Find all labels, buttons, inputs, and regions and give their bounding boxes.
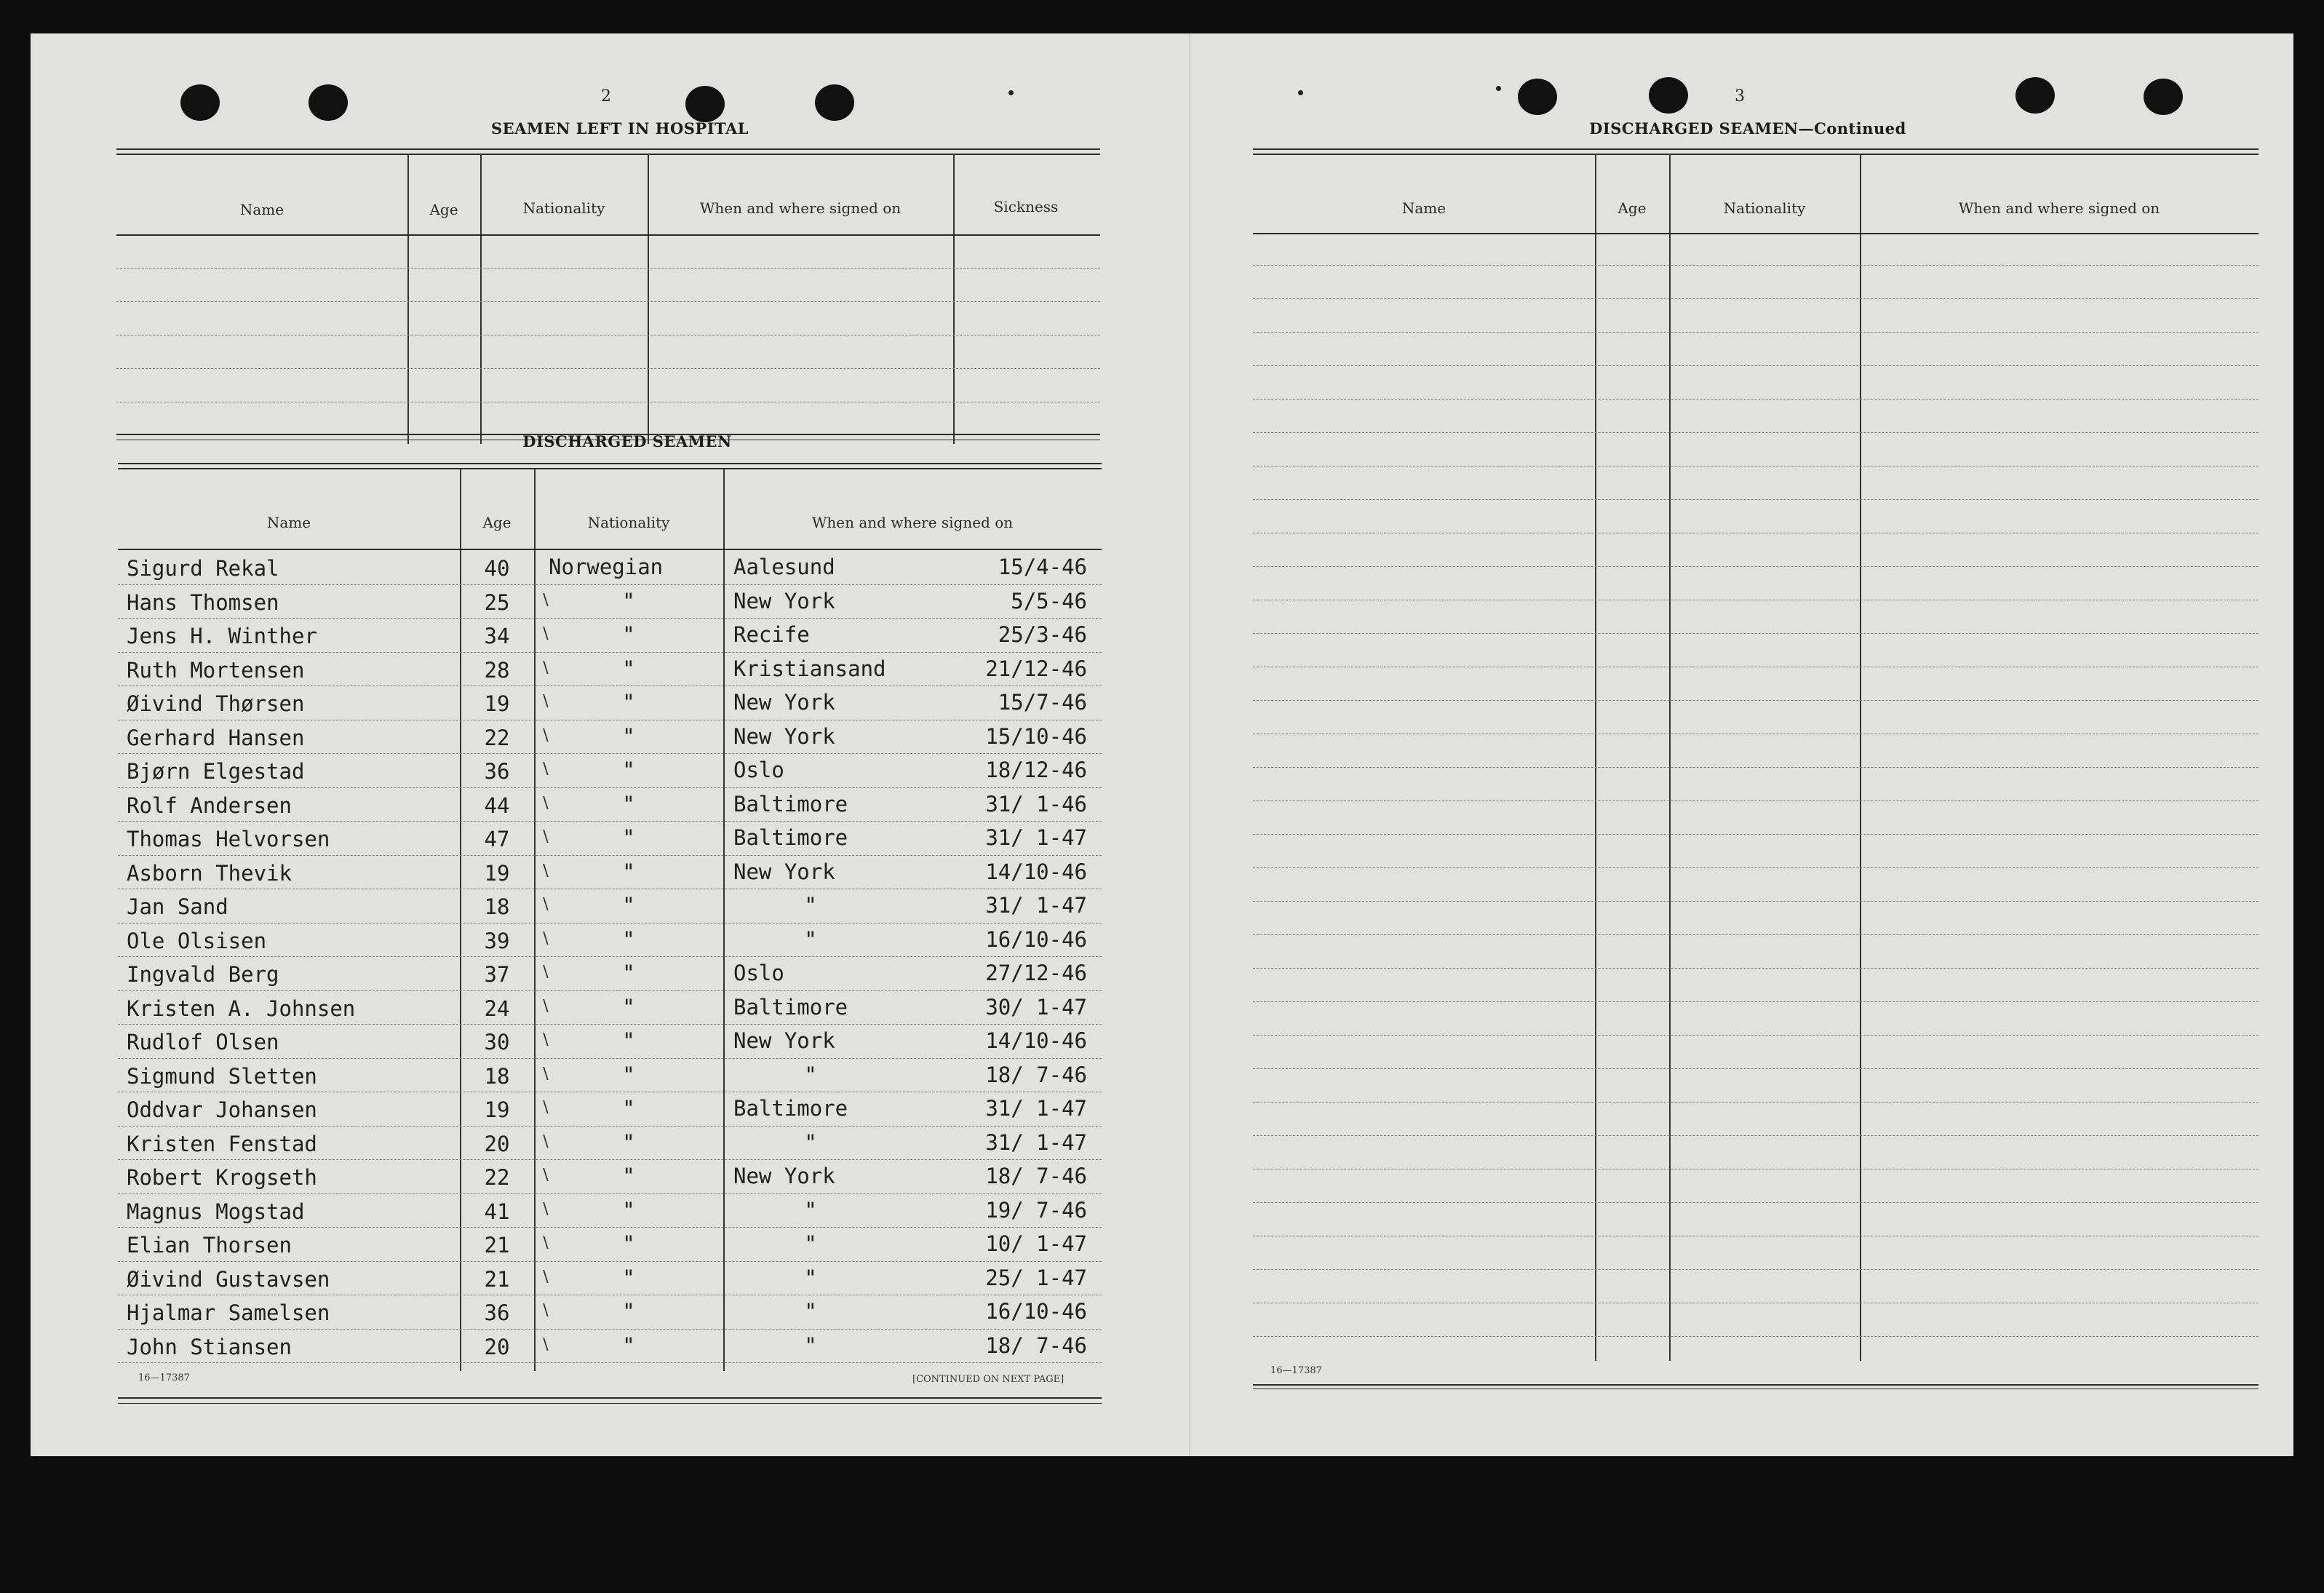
signed-on-place: " <box>804 1197 817 1223</box>
signed-on-date: 15/10-46 <box>985 723 1087 749</box>
seaman-name: Robert Krogseth <box>127 1165 317 1190</box>
seaman-name: Hans Thomsen <box>127 589 279 615</box>
seaman-nationality: " <box>622 1332 635 1358</box>
seaman-age: 28 <box>484 657 510 683</box>
seaman-name: Jens H. Winther <box>127 624 317 648</box>
table-row <box>118 1296 1102 1330</box>
continued-note: [CONTINUED ON NEXT PAGE] <box>912 1374 1064 1385</box>
seaman-age: 19 <box>484 691 510 716</box>
signed-on-place: " <box>804 1129 817 1155</box>
seaman-age: 20 <box>484 1131 510 1156</box>
seaman-nationality: " <box>622 791 635 817</box>
signed-on-place: " <box>804 1062 817 1087</box>
seaman-nationality: " <box>622 588 635 613</box>
signed-on-date: 27/12-46 <box>985 961 1087 985</box>
check-mark: ∖ <box>540 1065 551 1084</box>
check-mark: ∖ <box>540 1268 551 1287</box>
signed-on-place: New York <box>733 690 835 715</box>
table-row <box>118 958 1102 992</box>
seaman-name: Sigurd Rekal <box>127 556 279 581</box>
signed-on-date: 10/ 1-47 <box>985 1231 1087 1256</box>
blank-row-line <box>1253 700 2259 701</box>
check-mark: ∖ <box>540 726 551 745</box>
seaman-nationality: " <box>622 1164 635 1188</box>
seaman-age: 34 <box>484 624 510 648</box>
signed-on-date: 18/ 7-46 <box>985 1164 1087 1188</box>
signed-on-date: 18/12-46 <box>985 758 1087 782</box>
signed-on-date: 21/12-46 <box>985 656 1087 681</box>
blank-row-line <box>1253 1336 2259 1337</box>
punch-hole <box>2015 77 2055 114</box>
punch-hole <box>180 84 220 121</box>
signed-on-place: " <box>804 893 817 918</box>
discharged-table <box>118 463 1102 1409</box>
signed-on-place: Recife <box>733 622 810 647</box>
blank-row-line <box>1253 901 2259 902</box>
right-header-signed-on: When and where signed on <box>1958 199 2160 217</box>
table-row <box>118 857 1102 891</box>
blank-row-line <box>1253 1068 2259 1069</box>
signed-on-date: 31/ 1-47 <box>985 893 1087 918</box>
signed-on-date: 14/10-46 <box>985 1028 1087 1053</box>
blank-row-line <box>1253 767 2259 768</box>
discharged-header-nationality: Nationality <box>587 514 670 531</box>
blank-row-line <box>1253 1202 2259 1203</box>
signed-on-date: 5/5-46 <box>1011 588 1087 613</box>
signed-on-place: Oslo <box>733 758 784 782</box>
seaman-nationality: " <box>622 859 635 884</box>
seaman-name: Magnus Mogstad <box>127 1199 305 1224</box>
blank-row-line <box>1253 365 2259 366</box>
table-row <box>118 890 1102 924</box>
seaman-nationality: " <box>622 1096 635 1121</box>
seaman-nationality: " <box>622 758 635 782</box>
signed-on-date: 31/ 1-47 <box>985 1096 1087 1121</box>
seaman-nationality: " <box>622 1129 635 1155</box>
signed-on-place: Oslo <box>733 961 784 985</box>
ink-speck <box>1496 86 1501 91</box>
seaman-nationality: " <box>622 1265 635 1290</box>
blank-row-line <box>1253 1269 2259 1270</box>
seaman-nationality: " <box>622 926 635 952</box>
signed-on-place: Kristiansand <box>733 656 886 681</box>
check-mark: ∖ <box>540 1132 551 1151</box>
table-row <box>118 1127 1102 1161</box>
table-row <box>118 586 1102 620</box>
table-row <box>118 924 1102 958</box>
seaman-nationality: " <box>622 723 635 749</box>
punch-hole <box>2144 79 2183 115</box>
signed-on-place: New York <box>733 588 835 613</box>
hospital-header-signed-on: When and where signed on <box>699 199 902 217</box>
check-mark: ∖ <box>540 896 551 914</box>
seaman-age: 37 <box>484 962 510 987</box>
page-fold <box>1189 33 1190 1456</box>
check-mark: ∖ <box>540 760 551 779</box>
table-row <box>118 1228 1102 1263</box>
seaman-name: Kristen Fenstad <box>127 1131 317 1156</box>
check-mark: ∖ <box>540 1200 551 1219</box>
signed-on-place: " <box>804 1265 817 1290</box>
punch-hole <box>1649 77 1688 114</box>
blank-row-line <box>1253 1102 2259 1103</box>
check-mark: ∖ <box>540 794 551 813</box>
signed-on-place: New York <box>733 1028 835 1053</box>
check-mark: ∖ <box>540 625 551 643</box>
blank-row-line <box>1253 968 2259 969</box>
table-row <box>118 789 1102 823</box>
seaman-age: 36 <box>484 759 510 784</box>
blank-row-line <box>1253 432 2259 433</box>
check-mark: ∖ <box>540 1099 551 1117</box>
check-mark: ∖ <box>540 1031 551 1049</box>
seaman-name: Ole Olsisen <box>127 928 267 953</box>
signed-on-date: 14/10-46 <box>985 859 1087 884</box>
seaman-name: Kristen A. Johnsen <box>127 996 356 1021</box>
punch-hole <box>815 84 854 121</box>
seaman-nationality: " <box>622 1231 635 1256</box>
signed-on-place: " <box>804 1332 817 1358</box>
discharged-header-signed-on: When and where signed on <box>811 514 1014 531</box>
hospital-section-title: SEAMEN LEFT IN HOSPITAL <box>490 119 749 138</box>
blank-row-line <box>1253 867 2259 868</box>
seaman-name: Rudlof Olsen <box>127 1030 279 1054</box>
seaman-name: Øivind Thørsen <box>127 691 305 716</box>
seaman-nationality: " <box>622 893 635 918</box>
seaman-name: John Stiansen <box>127 1334 292 1359</box>
signed-on-date: 15/7-46 <box>998 690 1087 715</box>
signed-on-date: 30/ 1-47 <box>985 994 1087 1020</box>
check-mark: ∖ <box>540 828 551 846</box>
seaman-age: 41 <box>484 1199 510 1224</box>
form-number-left: 16—17387 <box>138 1372 190 1383</box>
seaman-name: Øivind Gustavsen <box>127 1266 330 1292</box>
seaman-name: Bjørn Elgestad <box>127 759 305 784</box>
blank-row-line <box>1253 1001 2259 1002</box>
blank-row-line <box>1253 265 2259 266</box>
table-row <box>118 552 1102 586</box>
hospital-header-sickness: Sickness <box>993 198 1059 215</box>
table-row <box>118 1330 1102 1364</box>
discharged-header-name: Name <box>266 514 311 531</box>
seaman-age: 21 <box>484 1233 510 1258</box>
blank-row-line <box>1253 1035 2259 1036</box>
check-mark: ∖ <box>540 964 551 982</box>
seaman-age: 30 <box>484 1030 510 1054</box>
seaman-age: 22 <box>484 1165 510 1190</box>
seaman-nationality: " <box>622 825 635 850</box>
seaman-nationality: " <box>622 1062 635 1087</box>
seaman-name: Asborn Thevik <box>127 860 292 886</box>
seaman-name: Rolf Andersen <box>127 792 292 818</box>
blank-row-line <box>1253 332 2259 333</box>
signed-on-place: New York <box>733 859 835 884</box>
check-mark: ∖ <box>540 1167 551 1185</box>
seaman-name: Thomas Helvorsen <box>127 827 330 851</box>
seaman-name: Elian Thorsen <box>127 1233 292 1258</box>
signed-on-date: 15/4-46 <box>998 555 1087 579</box>
blank-row-line <box>1253 499 2259 500</box>
seaman-nationality: " <box>622 1299 635 1324</box>
check-mark: ∖ <box>540 693 551 711</box>
table-row <box>118 1060 1102 1094</box>
ink-speck <box>1008 90 1014 95</box>
blank-row-line <box>1253 1135 2259 1136</box>
table-row <box>118 1195 1102 1229</box>
seaman-nationality: " <box>622 961 635 985</box>
seaman-age: 22 <box>484 725 510 750</box>
seaman-age: 20 <box>484 1334 510 1359</box>
signed-on-place: " <box>804 926 817 952</box>
signed-on-date: 16/10-46 <box>985 1299 1087 1324</box>
seaman-age: 24 <box>484 996 510 1021</box>
punch-hole <box>685 86 725 122</box>
signed-on-date: 19/ 7-46 <box>985 1197 1087 1223</box>
seaman-nationality: " <box>622 1197 635 1223</box>
right-header-nationality: Nationality <box>1723 199 1806 217</box>
discharged-section-title: DISCHARGED SEAMEN <box>522 432 732 450</box>
seaman-age: 44 <box>484 792 510 818</box>
seaman-age: 21 <box>484 1266 510 1292</box>
hospital-header-name: Name <box>239 201 284 218</box>
document-paper <box>31 33 2293 1456</box>
seaman-age: 47 <box>484 827 510 851</box>
table-row <box>118 654 1102 688</box>
check-mark: ∖ <box>540 591 551 610</box>
seaman-name: Ruth Mortensen <box>127 657 305 683</box>
signed-on-date: 31/ 1-47 <box>985 825 1087 850</box>
signed-on-date: 31/ 1-47 <box>985 1129 1087 1155</box>
table-row <box>118 992 1102 1026</box>
table-row <box>118 755 1102 789</box>
signed-on-date: 16/10-46 <box>985 926 1087 952</box>
hospital-header-age: Age <box>429 201 458 218</box>
punch-hole <box>1518 79 1557 115</box>
seaman-name: Oddvar Johansen <box>127 1097 317 1122</box>
seaman-nationality: " <box>622 994 635 1020</box>
check-mark: ∖ <box>540 1302 551 1320</box>
seaman-age: 36 <box>484 1300 510 1325</box>
table-row <box>118 1025 1102 1060</box>
blank-row-line <box>1253 566 2259 567</box>
right-section-title: DISCHARGED SEAMEN—Continued <box>1589 119 1906 138</box>
seaman-name: Ingvald Berg <box>127 962 279 987</box>
seaman-nationality: " <box>622 690 635 715</box>
seaman-name: Hjalmar Samelsen <box>127 1300 330 1325</box>
signed-on-place: Baltimore <box>733 994 848 1020</box>
signed-on-date: 31/ 1-46 <box>985 791 1087 817</box>
page-number-right: 3 <box>1735 87 1745 106</box>
table-row <box>118 822 1102 857</box>
signed-on-date: 18/ 7-46 <box>985 1062 1087 1087</box>
signed-on-place: " <box>804 1231 817 1256</box>
right-header-name: Name <box>1401 199 1446 217</box>
hospital-header-nationality: Nationality <box>522 199 605 217</box>
seaman-nationality: Norwegian <box>549 555 664 579</box>
right-header-age: Age <box>1617 199 1647 217</box>
ink-speck <box>1298 90 1303 95</box>
check-mark: ∖ <box>540 862 551 881</box>
signed-on-date: 25/ 1-47 <box>985 1265 1087 1290</box>
seaman-nationality: " <box>622 1028 635 1053</box>
hospital-table <box>116 148 1100 444</box>
form-number-right: 16—17387 <box>1270 1365 1322 1376</box>
seaman-name: Sigmund Sletten <box>127 1063 317 1089</box>
table-row <box>118 619 1102 654</box>
table-row <box>118 1093 1102 1127</box>
signed-on-place: New York <box>733 723 835 749</box>
seaman-name: Jan Sand <box>127 894 228 919</box>
check-mark: ∖ <box>540 1234 551 1252</box>
signed-on-place: Baltimore <box>733 825 848 850</box>
check-mark: ∖ <box>540 997 551 1016</box>
check-mark: ∖ <box>540 1335 551 1354</box>
table-row <box>118 1161 1102 1195</box>
signed-on-place: New York <box>733 1164 835 1188</box>
seaman-age: 39 <box>484 928 510 953</box>
signed-on-place: Aalesund <box>733 555 835 579</box>
signed-on-place: Baltimore <box>733 1096 848 1121</box>
seaman-age: 18 <box>484 894 510 919</box>
signed-on-place: " <box>804 1299 817 1324</box>
signed-on-date: 25/3-46 <box>998 622 1087 647</box>
seaman-name: Gerhard Hansen <box>127 725 305 750</box>
seaman-nationality: " <box>622 622 635 647</box>
seaman-age: 19 <box>484 860 510 886</box>
table-row <box>118 1263 1102 1297</box>
seaman-age: 25 <box>484 589 510 615</box>
signed-on-place: Baltimore <box>733 791 848 817</box>
punch-hole <box>309 84 348 121</box>
page-number-left: 2 <box>601 87 611 106</box>
right-discharged-table <box>1253 148 2259 1393</box>
seaman-age: 40 <box>484 556 510 581</box>
seaman-nationality: " <box>622 656 635 681</box>
seaman-age: 19 <box>484 1097 510 1122</box>
table-row <box>118 687 1102 721</box>
blank-row-line <box>1253 298 2259 299</box>
seaman-age: 18 <box>484 1063 510 1089</box>
check-mark: ∖ <box>540 929 551 948</box>
discharged-header-age: Age <box>482 514 512 531</box>
check-mark: ∖ <box>540 659 551 678</box>
table-row <box>118 721 1102 755</box>
blank-row-line <box>1253 633 2259 634</box>
signed-on-date: 18/ 7-46 <box>985 1332 1087 1358</box>
blank-row-line <box>1253 399 2259 400</box>
blank-row-line <box>1253 934 2259 935</box>
blank-row-line <box>1253 834 2259 835</box>
